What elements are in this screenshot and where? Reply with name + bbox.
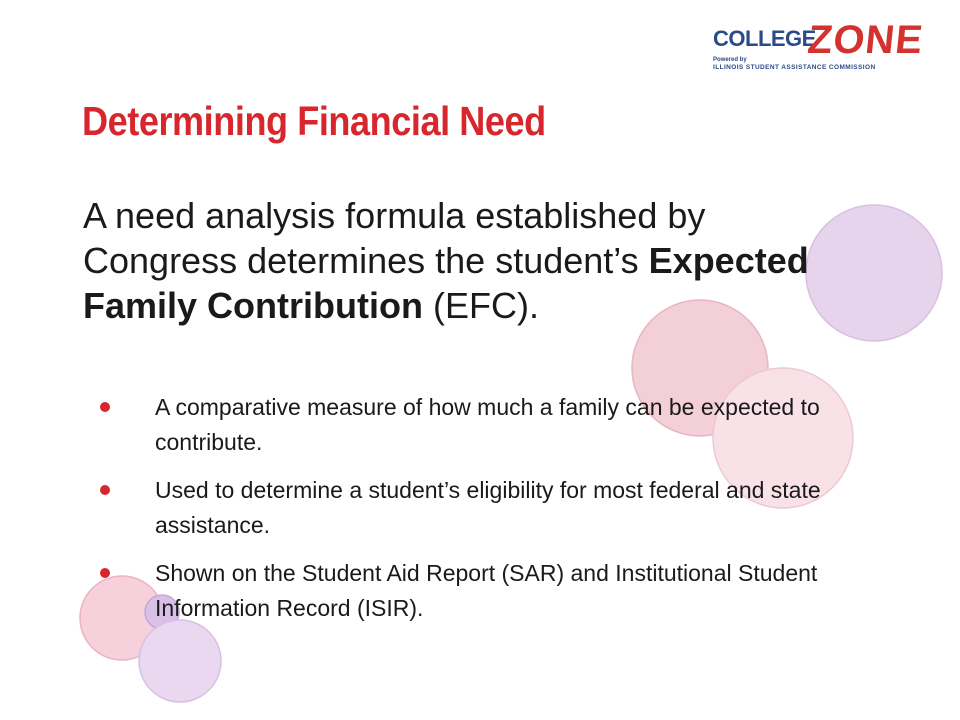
bullet-item — [100, 390, 880, 460]
bullet-text: Shown on the Student Aid Report (SAR) and Institutional Student Information Record (ISIR). — [155, 560, 818, 621]
bullet-text: A comparative measure of how much a family can be expected to contribute. — [155, 394, 820, 455]
intro-paragraph — [83, 193, 863, 328]
intro-text-part1: A need analysis formula established by Congress determines the student’s — [83, 195, 706, 281]
logo-powered-by: Powered by — [713, 57, 747, 63]
bullet-dot-icon — [100, 402, 110, 412]
logo-zone-text: ZONE — [805, 18, 926, 62]
bullet-dot-icon — [100, 485, 110, 495]
logo-college-text: COLLEGE — [713, 26, 816, 51]
intro-text-part2: (EFC). — [422, 285, 539, 326]
bullet-item — [100, 556, 880, 626]
bullet-dot-icon — [100, 568, 110, 578]
bullet-text: Used to determine a student’s eligibility for most federal and state assistance. — [155, 477, 821, 538]
logo-commission-name: ILLINOIS STUDENT ASSISTANCE COMMISSION — [713, 64, 876, 71]
slide-title: Determining Financial Need — [82, 98, 546, 144]
intro-bold-term: Expected Family Contribution — [83, 240, 809, 326]
bullet-item — [100, 473, 880, 543]
college-zone-logo — [700, 18, 926, 78]
bullet-list — [100, 390, 880, 639]
